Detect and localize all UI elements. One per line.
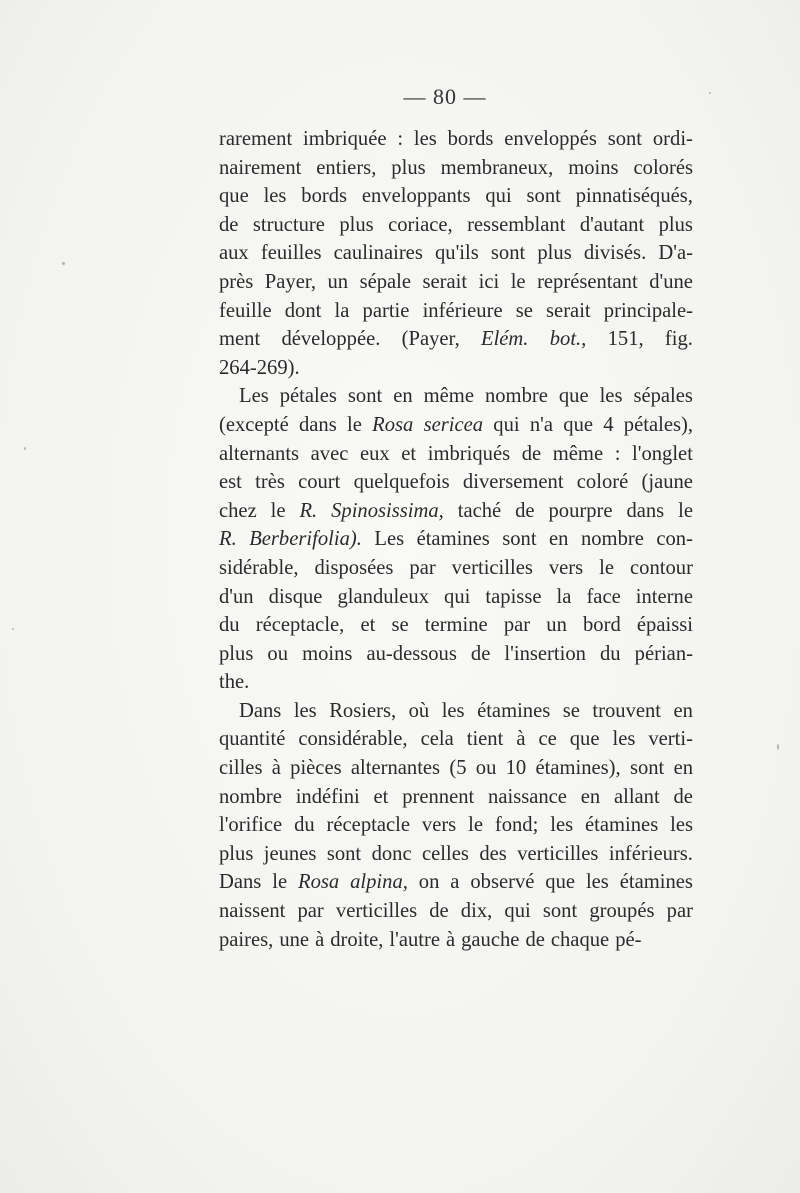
word: caulinaires xyxy=(333,242,423,265)
italic-word: Rosa xyxy=(372,413,414,436)
word: l'onglet xyxy=(632,442,693,465)
text-line xyxy=(219,926,693,955)
word: vers xyxy=(548,556,584,579)
text-line xyxy=(219,754,693,783)
word: plus xyxy=(537,242,572,265)
word: étamines xyxy=(585,814,659,837)
word: verti- xyxy=(648,728,693,751)
word: sont xyxy=(629,757,665,780)
word: ici xyxy=(478,270,500,293)
word: un xyxy=(546,614,567,637)
word: n'a xyxy=(529,413,554,436)
word: dont xyxy=(284,299,322,322)
word: termine xyxy=(424,614,488,637)
word: pétales), xyxy=(623,413,693,436)
word: de xyxy=(521,442,542,465)
word: qui xyxy=(485,185,512,208)
word: au-dessous xyxy=(366,642,457,665)
word: réceptacle xyxy=(326,814,410,837)
word: par xyxy=(297,900,324,923)
word: se xyxy=(515,299,533,322)
word: D'a- xyxy=(658,242,693,265)
word: qui xyxy=(493,413,520,436)
paper-speck xyxy=(12,628,14,630)
text-line xyxy=(219,583,693,612)
word: disposées xyxy=(314,556,394,579)
italic-word: Berberifolia). xyxy=(249,528,362,551)
word: du xyxy=(600,642,621,665)
word: entiers, xyxy=(316,156,377,179)
text-line xyxy=(219,554,693,583)
word: de xyxy=(673,785,693,808)
italic-word: R. xyxy=(299,499,318,522)
word: et xyxy=(360,614,376,637)
word: d'une xyxy=(649,270,693,293)
word: le xyxy=(510,270,526,293)
word: Les xyxy=(239,385,269,408)
word: con- xyxy=(656,528,693,551)
word: l'insertion xyxy=(504,642,586,665)
word: dix, xyxy=(460,900,493,923)
italic-word: Elém. xyxy=(480,328,529,351)
word: aux xyxy=(219,242,249,265)
body-text xyxy=(219,125,693,954)
word: de xyxy=(515,499,535,522)
text-line xyxy=(219,154,693,183)
italic-word: sericea xyxy=(423,413,484,436)
word: sépale xyxy=(359,270,412,293)
word: imbriqués xyxy=(427,442,511,465)
word: étamines xyxy=(477,699,551,722)
word: en xyxy=(673,699,693,722)
word: le xyxy=(678,499,693,522)
page-number: — 80 — xyxy=(403,84,487,109)
text-line xyxy=(219,697,693,726)
word: vers xyxy=(421,814,457,837)
word: les xyxy=(263,185,287,208)
word: paires, xyxy=(219,928,274,951)
word: interne xyxy=(635,585,693,608)
italic-word: alpina, xyxy=(350,871,408,894)
word: ressemblant xyxy=(467,213,566,236)
word: à xyxy=(445,928,456,951)
word: glanduleux xyxy=(337,585,429,608)
word: de xyxy=(525,928,545,951)
word: moins xyxy=(568,156,619,179)
word: court xyxy=(298,471,341,494)
word: (5 xyxy=(449,757,467,780)
word: nombre xyxy=(484,385,548,408)
text-line xyxy=(219,497,693,526)
word: Dans xyxy=(239,699,282,722)
word: prennent xyxy=(402,785,475,808)
word: la xyxy=(334,299,350,322)
word: plus xyxy=(339,213,374,236)
text-line xyxy=(219,468,693,497)
word: imbriquée xyxy=(303,128,387,150)
word: plus xyxy=(219,842,254,865)
word: ou xyxy=(267,642,288,665)
text-line xyxy=(219,239,693,268)
word: nombre xyxy=(580,528,644,551)
word: groupés xyxy=(589,900,655,923)
word: trouvent xyxy=(592,699,662,722)
word: alternantes xyxy=(350,757,441,780)
word: étamines xyxy=(416,528,490,551)
text-line xyxy=(219,640,693,669)
word: l'orifice xyxy=(219,814,283,837)
word: étamines xyxy=(619,871,693,894)
italic-word: Spinosissima, xyxy=(331,499,444,522)
word: chez xyxy=(219,499,257,522)
word: en xyxy=(673,757,693,780)
word: pétales xyxy=(279,385,337,408)
word: donc xyxy=(371,842,412,865)
word: droite, xyxy=(330,928,384,951)
paper-speck xyxy=(709,92,711,94)
word: avec xyxy=(310,442,349,465)
word: plus xyxy=(391,156,426,179)
word: gauche xyxy=(461,928,520,951)
word: le xyxy=(468,814,483,837)
word: tapisse xyxy=(485,585,542,608)
word: allant xyxy=(613,785,660,808)
word: à xyxy=(271,757,281,780)
word: : xyxy=(397,128,404,150)
word: feuilles xyxy=(260,242,322,265)
text-line xyxy=(219,411,693,440)
word: ment xyxy=(219,328,261,351)
word: qui xyxy=(444,585,471,608)
word: naissent xyxy=(219,900,286,923)
word: représentant xyxy=(537,270,638,293)
word: pé- xyxy=(615,928,642,951)
word: fig. xyxy=(664,328,693,351)
word: bords xyxy=(301,185,348,208)
word: pièces xyxy=(290,757,342,780)
word: enveloppés xyxy=(504,128,597,150)
word: nairement xyxy=(219,156,302,179)
word: taché xyxy=(457,499,502,522)
text-line xyxy=(219,440,693,469)
word: indéfini xyxy=(295,785,360,808)
word: the. xyxy=(219,671,250,694)
word: sont xyxy=(490,242,526,265)
word: de xyxy=(470,642,491,665)
word: sont xyxy=(607,128,643,150)
word: de xyxy=(429,900,449,923)
word: bord xyxy=(583,614,621,637)
word: ou xyxy=(475,757,497,780)
word: se xyxy=(562,699,580,722)
word: les xyxy=(599,385,623,408)
word: coloré xyxy=(576,471,629,494)
word: les xyxy=(612,728,636,751)
text-line xyxy=(219,868,693,897)
word: pinnatiséqués, xyxy=(575,185,693,208)
word: quelquefois xyxy=(353,471,450,494)
text-line xyxy=(219,897,693,926)
word: colorés xyxy=(633,156,693,179)
word: par xyxy=(666,900,693,923)
word: cilles xyxy=(219,757,263,780)
word: (jaune xyxy=(641,471,693,494)
text-line xyxy=(219,354,693,383)
word: réceptacle, xyxy=(255,614,345,637)
word: plus xyxy=(658,213,693,236)
word: partie xyxy=(362,299,410,322)
word: et xyxy=(373,785,389,808)
word: Rosiers, xyxy=(329,699,397,722)
word: moins xyxy=(302,642,353,665)
word: chaque xyxy=(550,928,610,951)
word: sépales xyxy=(633,385,693,408)
text-line xyxy=(219,297,693,326)
word: quantité xyxy=(219,728,286,751)
word: fond; xyxy=(494,814,539,837)
text-line xyxy=(219,840,693,869)
word: le xyxy=(272,871,288,894)
word: serait xyxy=(422,270,468,293)
word: sont xyxy=(502,528,537,551)
word: que xyxy=(563,413,593,436)
word: développée. xyxy=(281,328,381,351)
word: Dans xyxy=(219,871,262,894)
text-line xyxy=(219,811,693,840)
word: par xyxy=(409,556,436,579)
word: verticilles xyxy=(517,842,599,865)
word: même xyxy=(423,385,474,408)
word: on xyxy=(418,871,440,894)
word: verticilles xyxy=(335,900,418,923)
word: observé xyxy=(470,871,535,894)
word: et xyxy=(401,442,417,465)
word: (excepté xyxy=(219,413,289,436)
italic-word: Rosa xyxy=(298,871,340,894)
word: plus xyxy=(219,642,254,665)
word: en xyxy=(580,785,601,808)
word: des xyxy=(479,842,507,865)
word: étamines), xyxy=(535,757,621,780)
word: qu'ils xyxy=(434,242,479,265)
word: pourpre xyxy=(548,499,613,522)
word: d'autant xyxy=(579,213,645,236)
text-line xyxy=(219,382,693,411)
word: sont xyxy=(347,385,383,408)
word: en xyxy=(393,385,413,408)
word: se xyxy=(391,614,409,637)
word: alternants xyxy=(219,442,300,465)
word: membraneux, xyxy=(440,156,554,179)
italic-word: bot., xyxy=(549,328,587,351)
word: 10 xyxy=(505,757,527,780)
text-line xyxy=(219,325,693,354)
italic-word: R. xyxy=(219,528,237,551)
word: principale- xyxy=(603,299,693,322)
word: près xyxy=(219,270,254,293)
word: eux xyxy=(359,442,390,465)
word: sont xyxy=(526,185,561,208)
word: 4 xyxy=(603,413,614,436)
text-line xyxy=(219,211,693,240)
word: très xyxy=(255,471,285,494)
word: les xyxy=(293,699,317,722)
word: a xyxy=(450,871,460,894)
word: inférieure xyxy=(422,299,503,322)
word: rarement xyxy=(219,128,293,150)
word: feuille xyxy=(219,299,272,322)
word: le xyxy=(599,556,615,579)
text-line xyxy=(219,668,693,697)
word: épaissi xyxy=(636,614,693,637)
word: structure xyxy=(252,213,325,236)
word: naissance xyxy=(488,785,567,808)
word: le xyxy=(347,413,362,436)
word: cela xyxy=(420,728,454,751)
word: du xyxy=(294,814,315,837)
word: sont xyxy=(326,842,362,865)
word: qui xyxy=(504,900,531,923)
paragraph xyxy=(219,382,693,697)
word: face xyxy=(586,585,621,608)
word: sidérable, xyxy=(219,556,299,579)
paper-speck xyxy=(777,744,779,750)
paper-speck xyxy=(62,262,65,265)
word: que xyxy=(219,185,249,208)
word: ordi- xyxy=(652,128,693,150)
word: les xyxy=(550,814,574,837)
paragraph xyxy=(219,125,693,382)
word: l'autre xyxy=(389,928,440,951)
word: ce xyxy=(538,728,557,751)
text-line xyxy=(219,268,693,297)
word: disque xyxy=(268,585,323,608)
word: les xyxy=(441,699,465,722)
word: est xyxy=(219,471,242,494)
word: que xyxy=(558,385,589,408)
word: périan- xyxy=(634,642,693,665)
word: en xyxy=(549,528,569,551)
text-line xyxy=(219,783,693,812)
word: le xyxy=(270,499,286,522)
word: où xyxy=(408,699,430,722)
text-line xyxy=(219,125,693,154)
text-line xyxy=(219,182,693,211)
word: les xyxy=(413,128,437,150)
word: du xyxy=(219,614,240,637)
word: sont xyxy=(542,900,578,923)
word: d'un xyxy=(219,585,254,608)
word: (Payer, xyxy=(401,328,460,351)
word: coriace, xyxy=(388,213,453,236)
word: que xyxy=(569,728,600,751)
word: les xyxy=(585,871,609,894)
word: à xyxy=(315,928,325,951)
word: dans xyxy=(626,499,665,522)
word: à xyxy=(516,728,526,751)
word: que xyxy=(545,871,576,894)
text-line xyxy=(219,611,693,640)
word: serait xyxy=(546,299,591,322)
text-line xyxy=(219,725,693,754)
word: inférieurs. xyxy=(608,842,693,865)
word: la xyxy=(556,585,572,608)
word: Payer, xyxy=(264,270,317,293)
word: considérable, xyxy=(298,728,408,751)
word: bords xyxy=(447,128,494,150)
word: 264-269). xyxy=(219,356,300,379)
word: diversement xyxy=(462,471,564,494)
word: les xyxy=(670,814,693,837)
word: tient xyxy=(466,728,504,751)
word: même xyxy=(552,442,604,465)
word: dans xyxy=(299,413,337,436)
word: de xyxy=(219,213,239,236)
word: par xyxy=(503,614,531,637)
word: enveloppants xyxy=(361,185,471,208)
paper-speck xyxy=(24,447,26,450)
word: : xyxy=(614,442,621,465)
paragraph xyxy=(219,697,693,954)
word: une xyxy=(279,928,310,951)
word: divisés. xyxy=(583,242,647,265)
word: verticilles xyxy=(451,556,533,579)
word: un xyxy=(327,270,349,293)
word: celles xyxy=(422,842,469,865)
word: nombre xyxy=(219,785,282,808)
word: jeunes xyxy=(263,842,317,865)
text-line xyxy=(219,525,693,554)
word: contour xyxy=(630,556,693,579)
word: 151, xyxy=(607,328,644,351)
word: Les xyxy=(374,528,405,551)
